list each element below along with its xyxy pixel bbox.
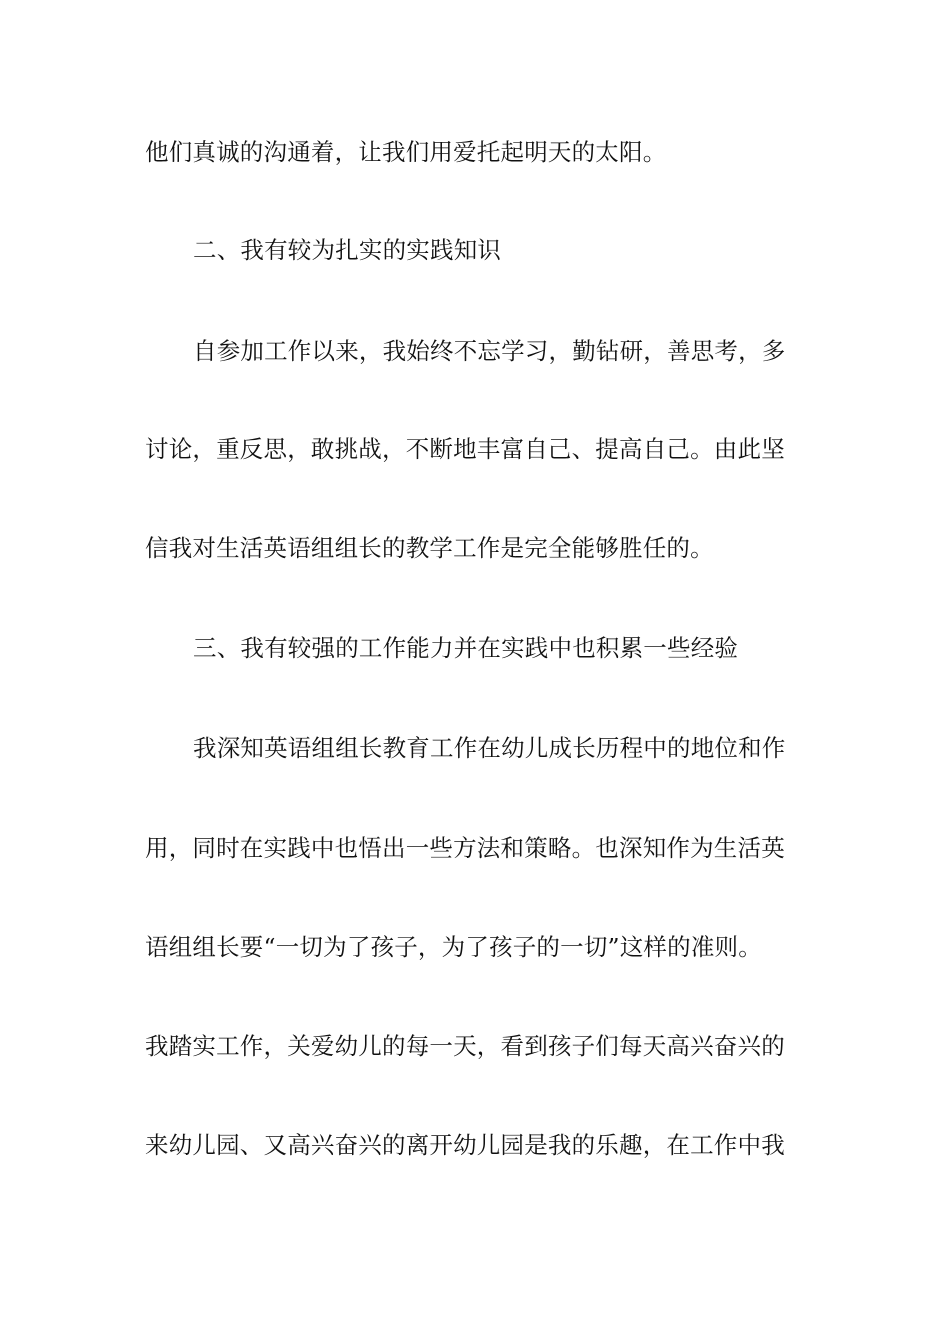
text-line-1: 他们真诚的沟通着，让我们用爱托起明天的太阳。 — [145, 138, 667, 166]
section-heading-2: 二、我有较为扎实的实践知识 — [193, 236, 502, 264]
text-line-8: 用，同时在实践中也悟出一些方法和策略。也深知作为生活英 — [145, 834, 785, 862]
text-line-11: 来幼儿园、又高兴奋兴的离开幼儿园是我的乐趣，在工作中我 — [145, 1131, 785, 1159]
text-line-3: 自参加工作以来，我始终不忘学习，勤钻研，善思考，多 — [193, 337, 786, 365]
text-line-4: 讨论，重反思，敢挑战，不断地丰富自己、提高自己。由此坚 — [145, 435, 785, 463]
text-line-9: 语组组长要“一切为了孩子，为了孩子的一切”这样的准则。 — [145, 933, 762, 961]
text-line-5: 信我对生活英语组组长的教学工作是完全能够胜任的。 — [145, 534, 714, 562]
section-heading-3: 三、我有较强的工作能力并在实践中也积累一些经验 — [193, 634, 739, 662]
text-line-7: 我深知英语组组长教育工作在幼儿成长历程中的地位和作 — [193, 734, 786, 762]
text-line-10: 我踏实工作，关爱幼儿的每一天，看到孩子们每天高兴奋兴的 — [145, 1032, 785, 1060]
